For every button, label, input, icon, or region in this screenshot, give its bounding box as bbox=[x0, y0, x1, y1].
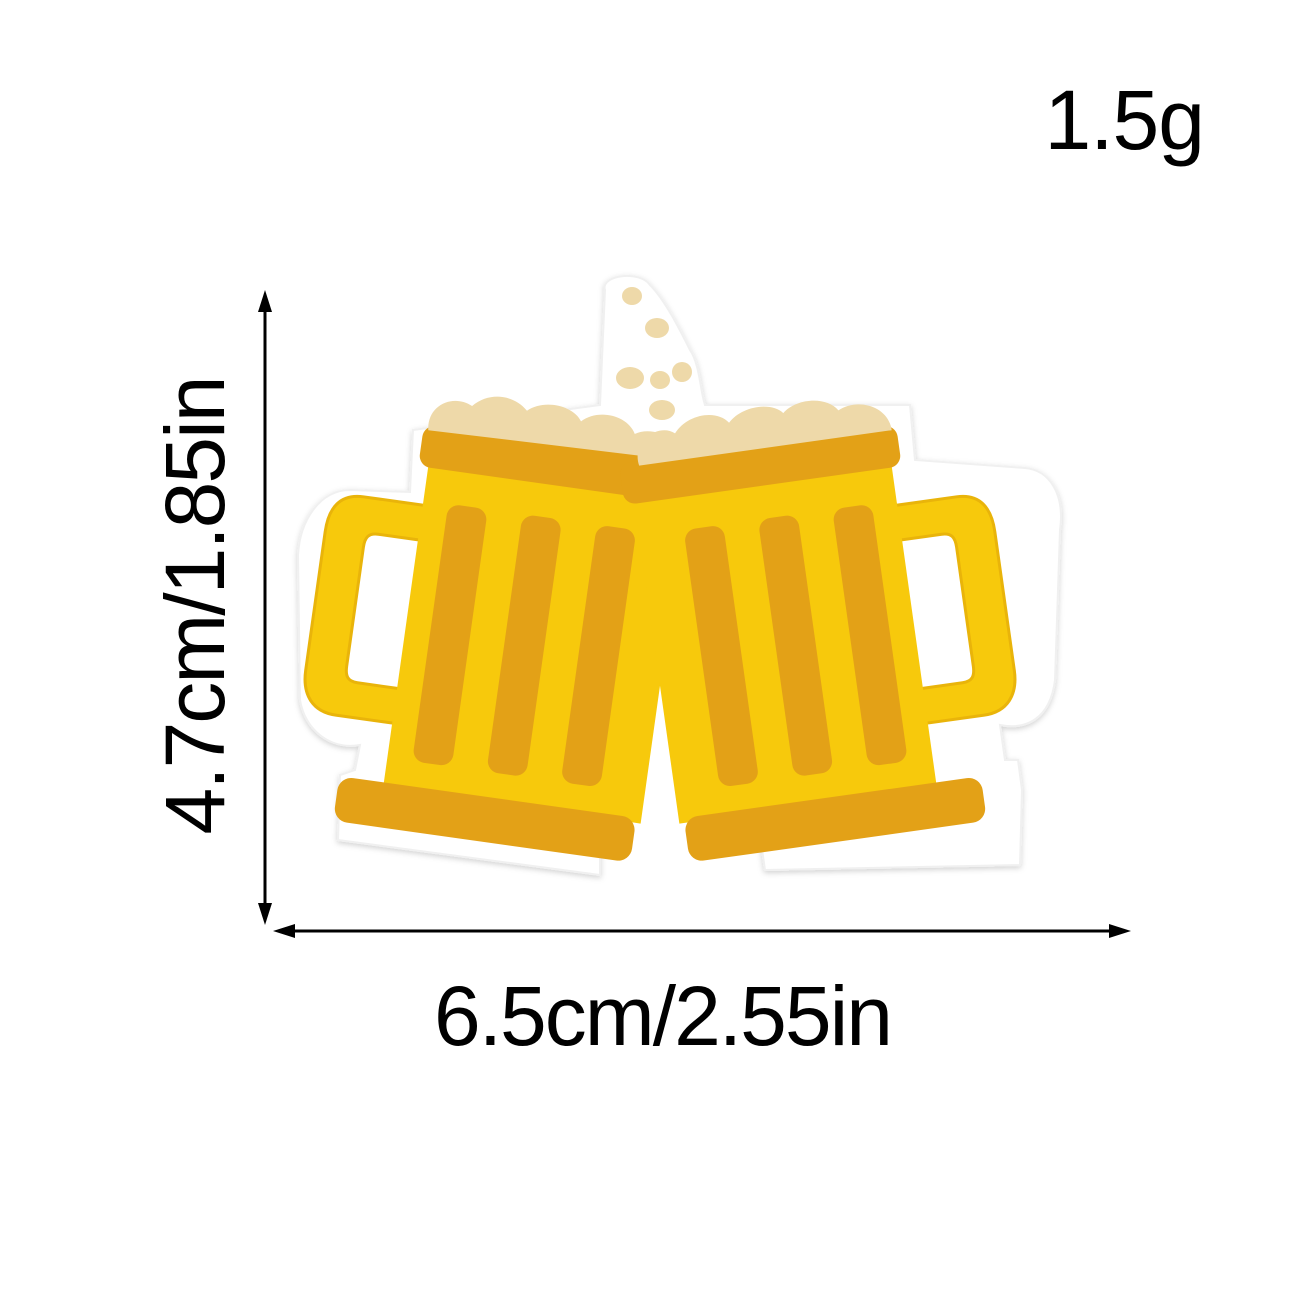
height-label: 4.7cm/1.85in bbox=[148, 377, 242, 835]
width-label: 6.5cm/2.55in bbox=[434, 969, 891, 1063]
weight-label: 1.5g bbox=[1044, 73, 1204, 167]
right-beer-mug bbox=[614, 377, 1035, 865]
